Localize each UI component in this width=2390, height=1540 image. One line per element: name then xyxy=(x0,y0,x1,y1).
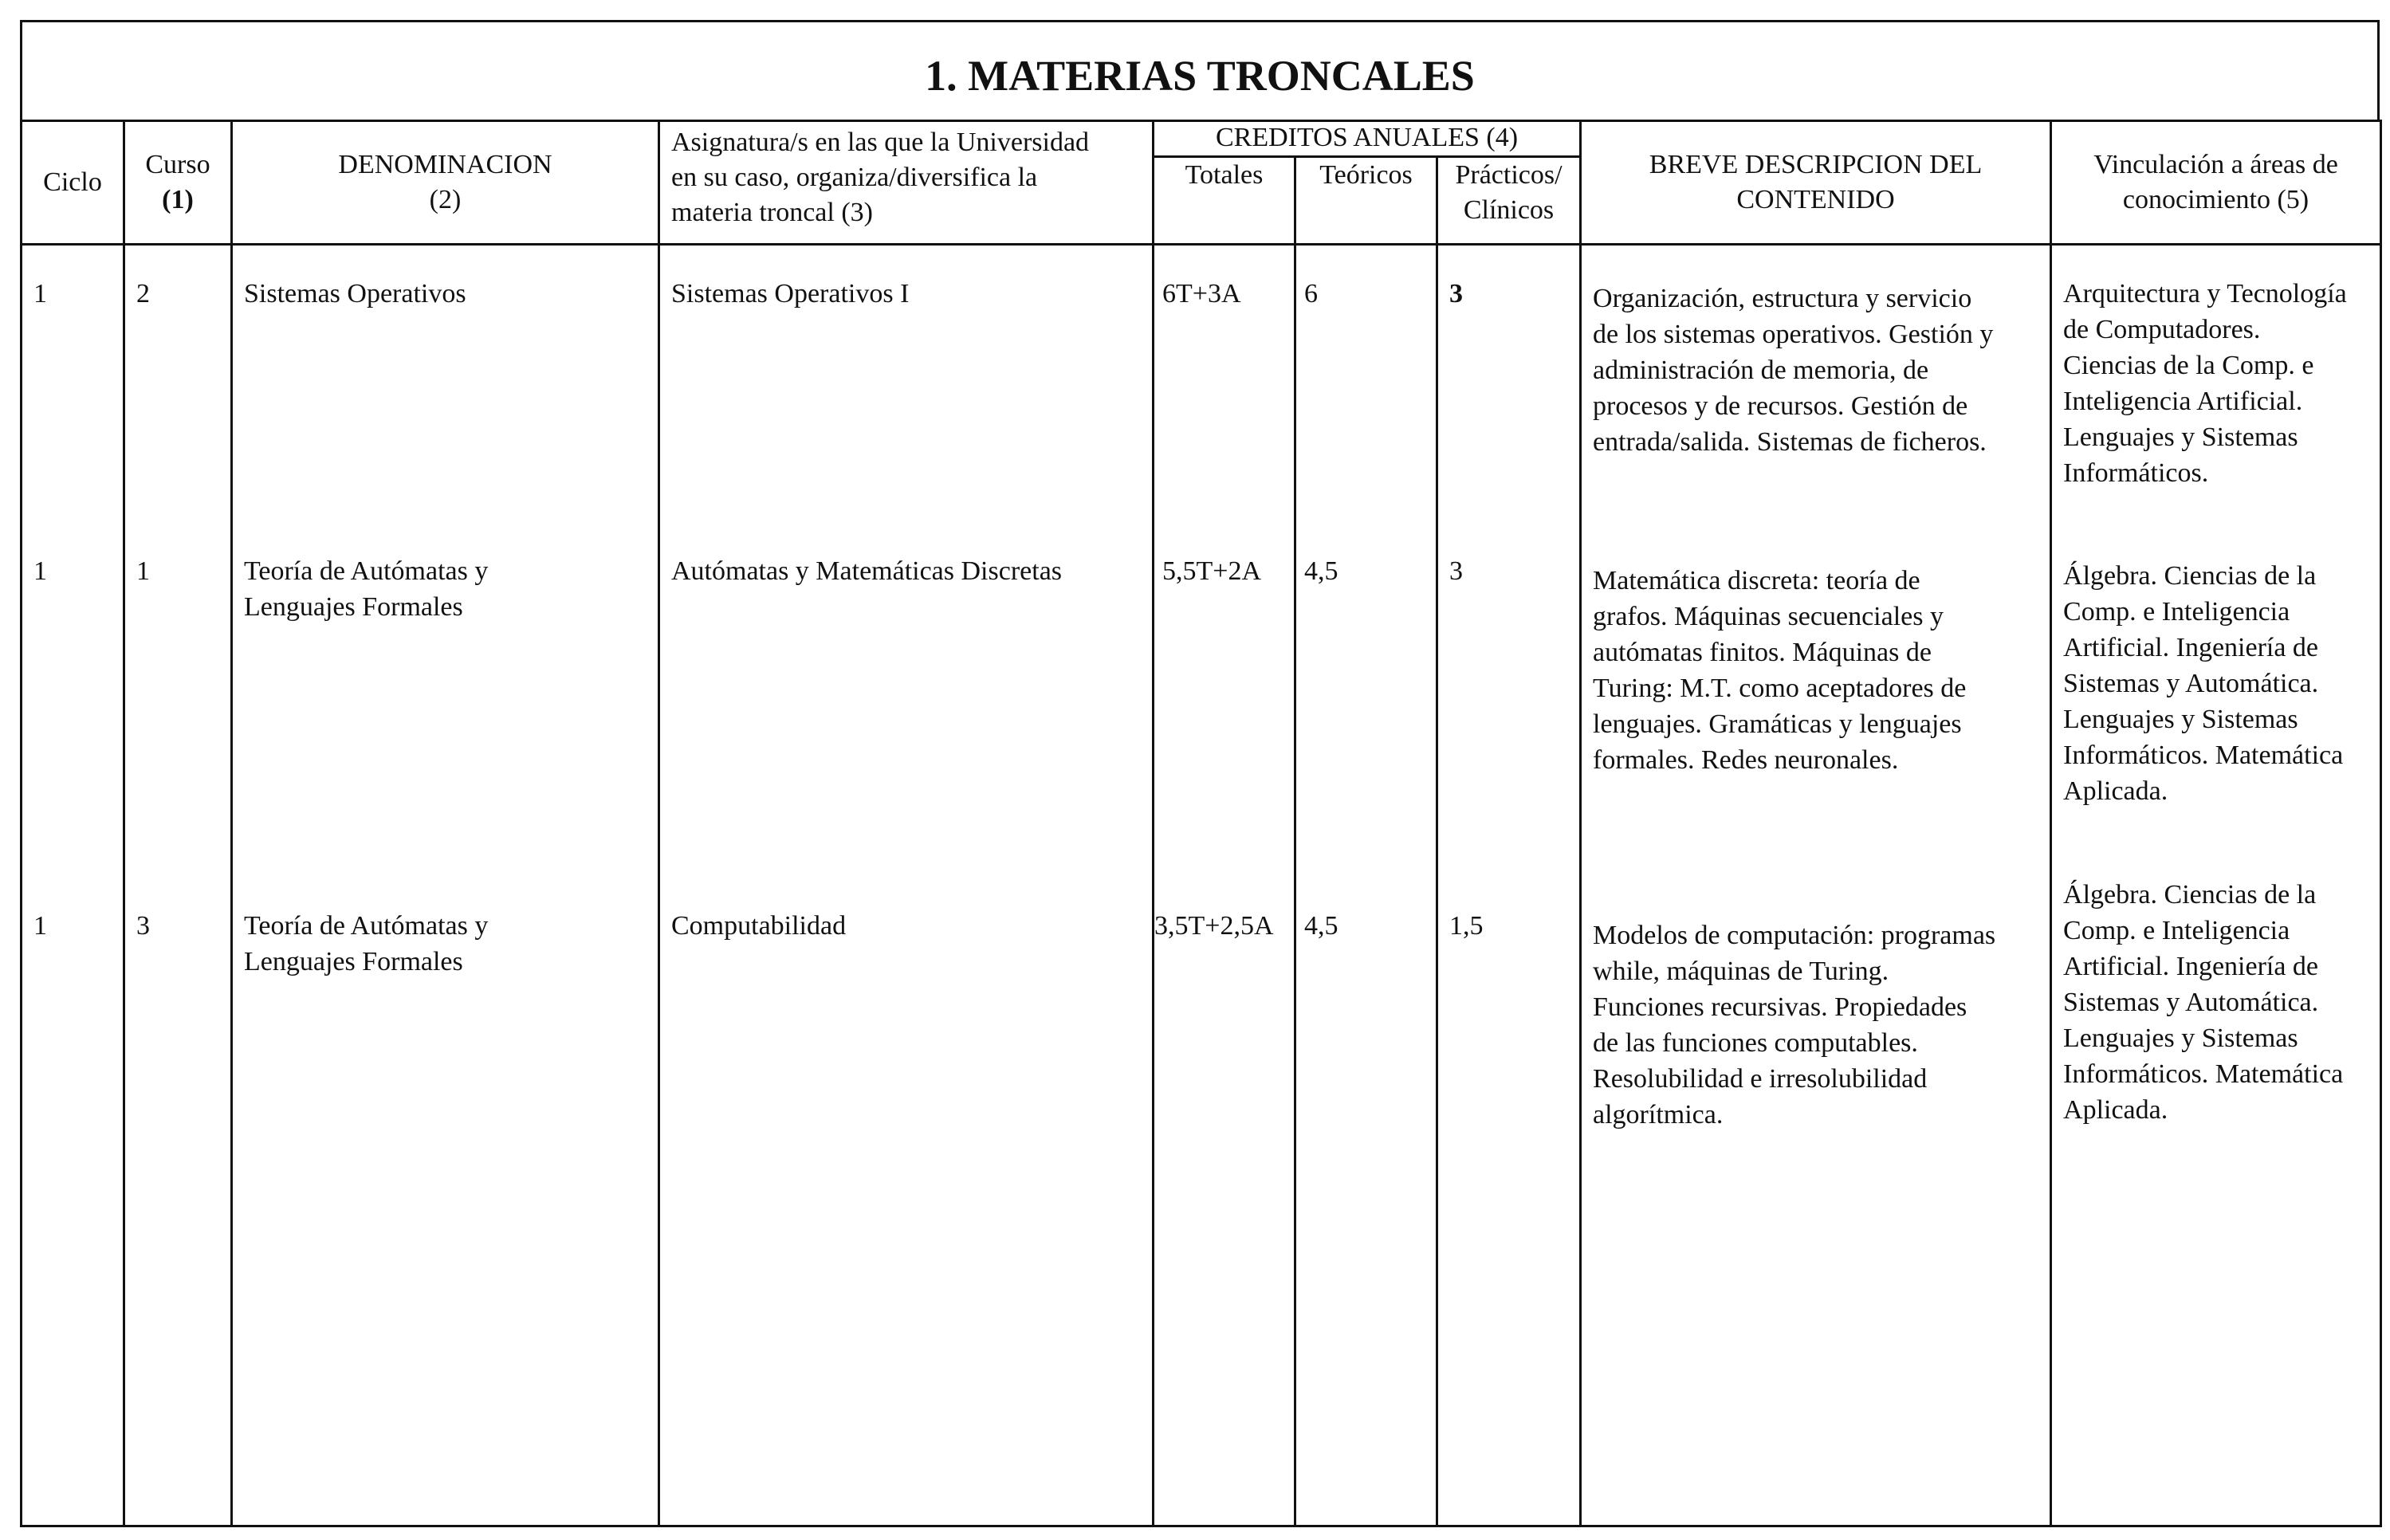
header-curso-note: (1) xyxy=(162,185,194,214)
row-1-practicos: 3 xyxy=(1449,279,1463,308)
row-1-vinculacion-line: Informáticos. xyxy=(2063,458,2209,488)
row-1-ciclo: 1 xyxy=(33,279,47,308)
table-body-row xyxy=(22,245,2381,1526)
row-3-teoricos: 4,5 xyxy=(1304,911,1338,941)
header-denominacion xyxy=(232,121,659,245)
row-1-descripcion-line: de los sistemas operativos. Gestión y xyxy=(1593,320,1994,349)
spacer xyxy=(2063,809,2372,877)
row-1-asignatura: Sistemas Operativos I xyxy=(671,279,910,308)
row-1-descripcion-line: entrada/salida. Sistemas de ficheros. xyxy=(1593,427,1987,457)
row-1-descripcion xyxy=(1593,281,2042,460)
row-1-teoricos: 6 xyxy=(1304,279,1318,308)
row-3-curso: 3 xyxy=(136,911,150,941)
row-1-denominacion: Sistemas Operativos xyxy=(244,279,466,308)
row-3-vinculacion-line: Informáticos. Matemática xyxy=(2063,1059,2344,1089)
row-3-vinculacion-line: Lenguajes y Sistemas xyxy=(2063,1023,2298,1053)
title-row xyxy=(20,20,2380,122)
row-1-vinculacion xyxy=(2063,276,2372,491)
header-asignatura-line3: materia troncal (3) xyxy=(671,198,873,227)
header-descripcion-line2: CONTENIDO xyxy=(1736,185,1895,214)
header-teoricos xyxy=(1295,157,1437,245)
spacer xyxy=(33,312,115,553)
row-1-vinculacion-line: de Computadores. xyxy=(2063,315,2261,344)
row-3-vinculacion-line: Artificial. Ingeniería de xyxy=(2063,952,2319,981)
header-ciclo-label: Ciclo xyxy=(43,167,102,197)
row-3-totales: 3,5T+2,5A xyxy=(1154,911,1274,941)
row-3-practicos: 1,5 xyxy=(1449,911,1484,941)
spacer xyxy=(671,589,1144,908)
row-3-denominacion-line2: Lenguajes Formales xyxy=(244,947,463,976)
row-1-vinculacion-line: Lenguajes y Sistemas xyxy=(2063,422,2298,452)
header-descripcion xyxy=(1581,121,2051,245)
column-ciclo xyxy=(22,245,124,1526)
header-totales-label: Totales xyxy=(1185,160,1264,190)
row-3-ciclo: 1 xyxy=(33,911,47,941)
document-frame xyxy=(20,20,2380,1525)
row-1-curso: 2 xyxy=(136,279,150,308)
column-totales xyxy=(1154,245,1295,1526)
row-1-descripcion-line: administración de memoria, de xyxy=(1593,356,1929,385)
header-curso-label: Curso xyxy=(145,150,210,179)
spacer xyxy=(136,312,222,553)
row-1-vinculacion-line: Ciencias de la Comp. e xyxy=(2063,351,2314,380)
row-2-vinculacion-line: Sistemas y Automática. xyxy=(2063,669,2319,698)
header-asignatura xyxy=(659,121,1154,245)
header-practicos-line2: Clínicos xyxy=(1463,195,1555,225)
header-vinculacion-line2: conocimiento (5) xyxy=(2122,185,2309,214)
header-asignatura-line2: en su caso, organiza/diversifica la xyxy=(671,163,1038,192)
header-ciclo xyxy=(22,121,124,245)
row-2-vinculacion xyxy=(2063,558,2372,809)
row-3-vinculacion-line: Sistemas y Automática. xyxy=(2063,988,2319,1017)
row-3-vinculacion xyxy=(2063,877,2372,1128)
column-practicos xyxy=(1437,245,1581,1526)
row-2-teoricos: 4,5 xyxy=(1304,556,1338,586)
header-teoricos-label: Teóricos xyxy=(1319,160,1413,190)
header-practicos-line1: Prácticos/ xyxy=(1455,160,1563,190)
row-2-asignatura: Autómatas y Matemáticas Discretas xyxy=(671,556,1063,586)
row-2-totales: 5,5T+2A xyxy=(1162,556,1261,586)
header-denominacion-note: (2) xyxy=(429,185,462,214)
row-1-vinculacion-line: Inteligencia Artificial. xyxy=(2063,387,2303,416)
row-3-denominacion-line1: Teoría de Autómatas y xyxy=(244,911,489,941)
spacer xyxy=(1449,589,1571,908)
row-2-denominacion-line2: Lenguajes Formales xyxy=(244,592,463,622)
spacer xyxy=(1162,589,1294,908)
column-teoricos xyxy=(1295,245,1437,1526)
row-3-vinculacion-line: Aplicada. xyxy=(2063,1095,2168,1125)
row-2-vinculacion-line: Informáticos. Matemática xyxy=(2063,741,2344,770)
spacer xyxy=(2063,491,2372,558)
row-2-vinculacion-line: Artificial. Ingeniería de xyxy=(2063,633,2319,662)
row-2-descripcion-line: formales. Redes neuronales. xyxy=(1593,745,1899,775)
header-vinculacion-line1: Vinculación a áreas de xyxy=(2093,150,2338,179)
row-2-descripcion-line: Matemática discreta: teoría de xyxy=(1593,566,1920,595)
row-2-vinculacion-line: Lenguajes y Sistemas xyxy=(2063,705,2298,734)
materias-table xyxy=(20,120,2382,1527)
page-title: 1. MATERIAS TRONCALES xyxy=(925,52,1475,100)
row-2-descripcion-line: grafos. Máquinas secuenciales y xyxy=(1593,602,1944,631)
column-descripcion xyxy=(1581,245,2051,1526)
row-2-descripcion xyxy=(1593,563,2042,778)
row-3-descripcion-line: while, máquinas de Turing. xyxy=(1593,957,1889,986)
row-2-vinculacion-line: Comp. e Inteligencia xyxy=(2063,597,2290,627)
row-3-descripcion-line: Resolubilidad e irresolubilidad xyxy=(1593,1064,1928,1094)
spacer xyxy=(1449,312,1571,553)
column-denominacion xyxy=(232,245,659,1526)
spacer xyxy=(244,625,650,908)
spacer xyxy=(1593,778,2042,917)
row-2-descripcion-line: autómatas finitos. Máquinas de xyxy=(1593,638,1932,667)
row-2-ciclo: 1 xyxy=(33,556,47,586)
column-vinculacion xyxy=(2051,245,2381,1526)
row-3-descripcion-line: Modelos de computación: programas xyxy=(1593,921,1996,950)
row-2-curso: 1 xyxy=(136,556,150,586)
spacer xyxy=(1304,589,1428,908)
row-1-vinculacion-line: Arquitectura y Tecnología xyxy=(2063,279,2347,308)
header-descripcion-line1: BREVE DESCRIPCION DEL xyxy=(1649,150,1983,179)
row-2-vinculacion-line: Álgebra. Ciencias de la xyxy=(2063,561,2317,591)
row-1-descripcion-line: procesos y de recursos. Gestión de xyxy=(1593,391,1968,421)
row-3-descripcion-line: de las funciones computables. xyxy=(1593,1028,1918,1058)
header-curso xyxy=(124,121,232,245)
spacer xyxy=(671,312,1144,553)
row-3-vinculacion-line: Comp. e Inteligencia xyxy=(2063,916,2290,945)
header-totales xyxy=(1154,157,1295,245)
column-curso xyxy=(124,245,232,1526)
row-1-totales: 6T+3A xyxy=(1162,279,1241,308)
header-practicos xyxy=(1437,157,1581,245)
row-2-practicos: 3 xyxy=(1449,556,1463,586)
row-2-denominacion-line1: Teoría de Autómatas y xyxy=(244,556,489,586)
row-3-descripcion-line: algorítmica. xyxy=(1593,1100,1724,1129)
spacer xyxy=(1162,312,1294,553)
row-2-descripcion-line: Turing: M.T. como aceptadores de xyxy=(1593,674,1967,703)
header-creditos-label: CREDITOS ANUALES (4) xyxy=(1215,123,1519,152)
spacer xyxy=(136,589,222,908)
column-asignatura xyxy=(659,245,1154,1526)
header-creditos-anuales xyxy=(1154,121,1581,157)
spacer xyxy=(1593,460,2042,563)
header-vinculacion xyxy=(2051,121,2381,245)
row-2-descripcion-line: lenguajes. Gramáticas y lenguajes xyxy=(1593,709,1962,739)
header-row-top xyxy=(22,121,2381,157)
spacer xyxy=(244,312,650,553)
header-asignatura-line1: Asignatura/s en las que la Universidad xyxy=(671,128,1090,157)
row-3-descripcion-line: Funciones recursivas. Propiedades xyxy=(1593,992,1967,1022)
row-3-descripcion xyxy=(1593,917,2042,1133)
row-3-vinculacion-line: Álgebra. Ciencias de la xyxy=(2063,880,2317,909)
spacer xyxy=(33,589,115,908)
row-2-vinculacion-line: Aplicada. xyxy=(2063,776,2168,806)
row-1-descripcion-line: Organización, estructura y servicio xyxy=(1593,284,1972,313)
header-denominacion-label: DENOMINACION xyxy=(338,150,552,179)
spacer xyxy=(1304,312,1428,553)
row-3-asignatura: Computabilidad xyxy=(671,911,847,941)
